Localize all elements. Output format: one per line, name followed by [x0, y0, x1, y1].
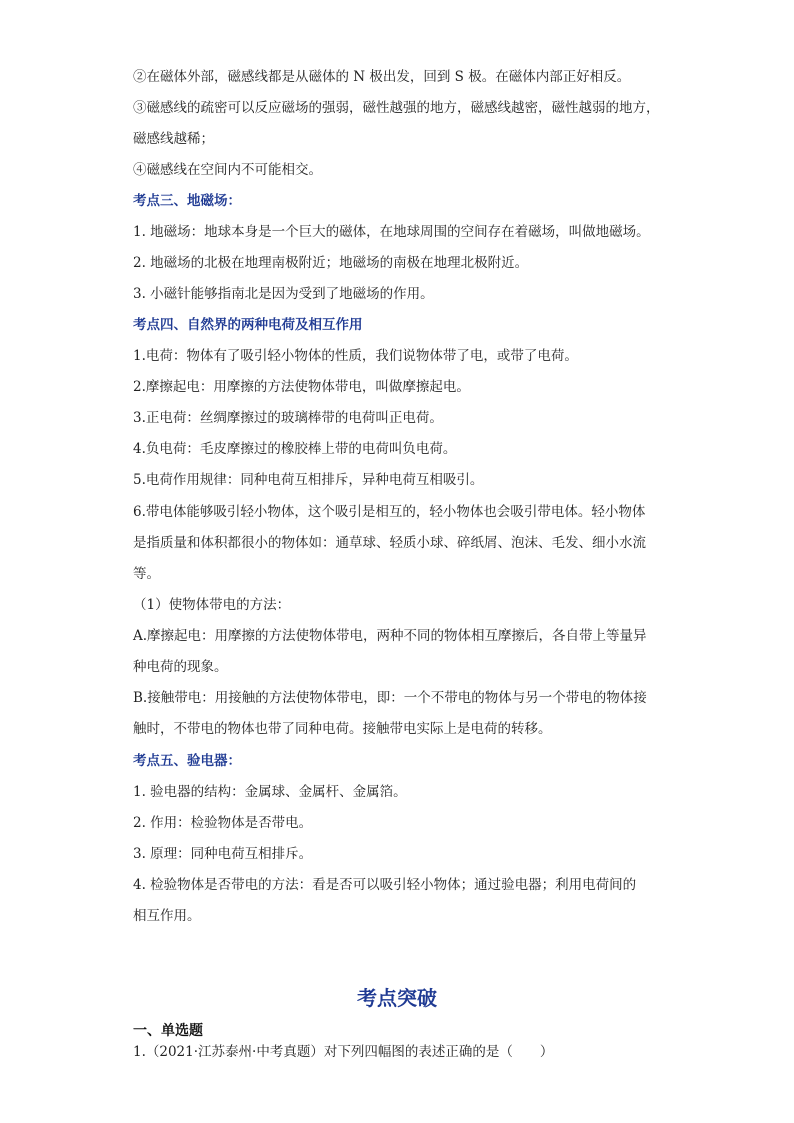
- charging-method-friction: A.摩擦起电：用摩擦的方法使物体带电，两种不同的物体相互摩擦后，各自带上等量异: [133, 628, 647, 644]
- paragraph-magnetic-lines-density-cont: 磁感线越稀；: [133, 131, 214, 147]
- geomagnetic-item-1: 1. 地磁场：地球本身是一个巨大的磁体，在地球周围的空间存在着磁场，叫做地磁场。: [133, 224, 650, 240]
- charge-item-2: 2.摩擦起电：用摩擦的方法使物体带电，叫做摩擦起电。: [133, 379, 470, 395]
- paragraph-magnetic-lines-no-cross: ④磁感线在空间内不可能相交。: [133, 162, 322, 178]
- charge-item-4: 4.负电荷：毛皮摩擦过的橡胶棒上带的电荷叫负电荷。: [133, 441, 457, 457]
- paragraph-magnetic-lines-direction: ②在磁体外部，磁感线都是从磁体的 N 极出发，回到 S 极。在磁体内部正好相反。: [133, 69, 631, 85]
- charge-item-6-end: 等。: [133, 566, 160, 582]
- charge-item-6: 6.带电体能够吸引轻小物体，这个吸引是相互的，轻小物体也会吸引带电体。轻小物体: [133, 504, 646, 520]
- charging-method-contact-cont: 触时，不带电的物体也带了同种电荷。接触带电实际上是电荷的转移。: [133, 721, 552, 737]
- paragraph-magnetic-lines-density: ③磁感线的疏密可以反应磁场的强弱，磁性越强的地方，磁感线越密，磁性越弱的地方，: [133, 100, 660, 116]
- electroscope-item-2: 2. 作用：检验物体是否带电。: [133, 815, 313, 831]
- section-heading-single-choice: 一、单选题: [133, 1023, 203, 1039]
- electroscope-item-1: 1. 验电器的结构：金属球、金属杆、金属箔。: [133, 784, 407, 800]
- electroscope-item-4-cont: 相互作用。: [133, 908, 201, 924]
- page-title: 考点突破: [357, 986, 437, 1010]
- charging-methods-title: （1）使物体带电的方法：: [133, 597, 291, 613]
- charging-method-contact: B.接触带电：用接触的方法使物体带电，即：一个不带电的物体与另一个带电的物体接: [133, 690, 647, 706]
- geomagnetic-item-2: 2. 地磁场的北极在地理南极附近；地磁场的南极在地理北极附近。: [133, 255, 529, 271]
- electroscope-item-4: 4. 检验物体是否带电的方法：看是否可以吸引轻小物体；通过验电器；利用电荷间的: [133, 877, 637, 893]
- heading-electroscope: 考点五、验电器：: [133, 753, 241, 769]
- heading-geomagnetic-field: 考点三、地磁场：: [133, 193, 241, 209]
- charging-method-friction-cont: 种电荷的现象。: [133, 659, 228, 675]
- charge-item-5: 5.电荷作用规律：同种电荷互相排斥，异种电荷互相吸引。: [133, 472, 484, 488]
- question-1: 1.（2021·江苏泰州·中考真题）对下列四幅图的表述正确的是（ ）: [133, 1044, 554, 1060]
- electroscope-item-3: 3. 原理：同种电荷互相排斥。: [133, 846, 313, 862]
- geomagnetic-item-3: 3. 小磁针能够指南北是因为受到了地磁场的作用。: [133, 286, 434, 302]
- heading-two-charges: 考点四、自然界的两种电荷及相互作用: [133, 317, 363, 333]
- charge-item-3: 3.正电荷：丝绸摩擦过的玻璃棒带的电荷叫正电荷。: [133, 410, 443, 426]
- charge-item-6-cont: 是指质量和体积都很小的物体如：通草球、轻质小球、碎纸屑、泡沫、毛发、细小水流: [133, 535, 646, 551]
- charge-item-1: 1.电荷：物体有了吸引轻小物体的性质，我们说物体带了电，或带了电荷。: [133, 348, 578, 364]
